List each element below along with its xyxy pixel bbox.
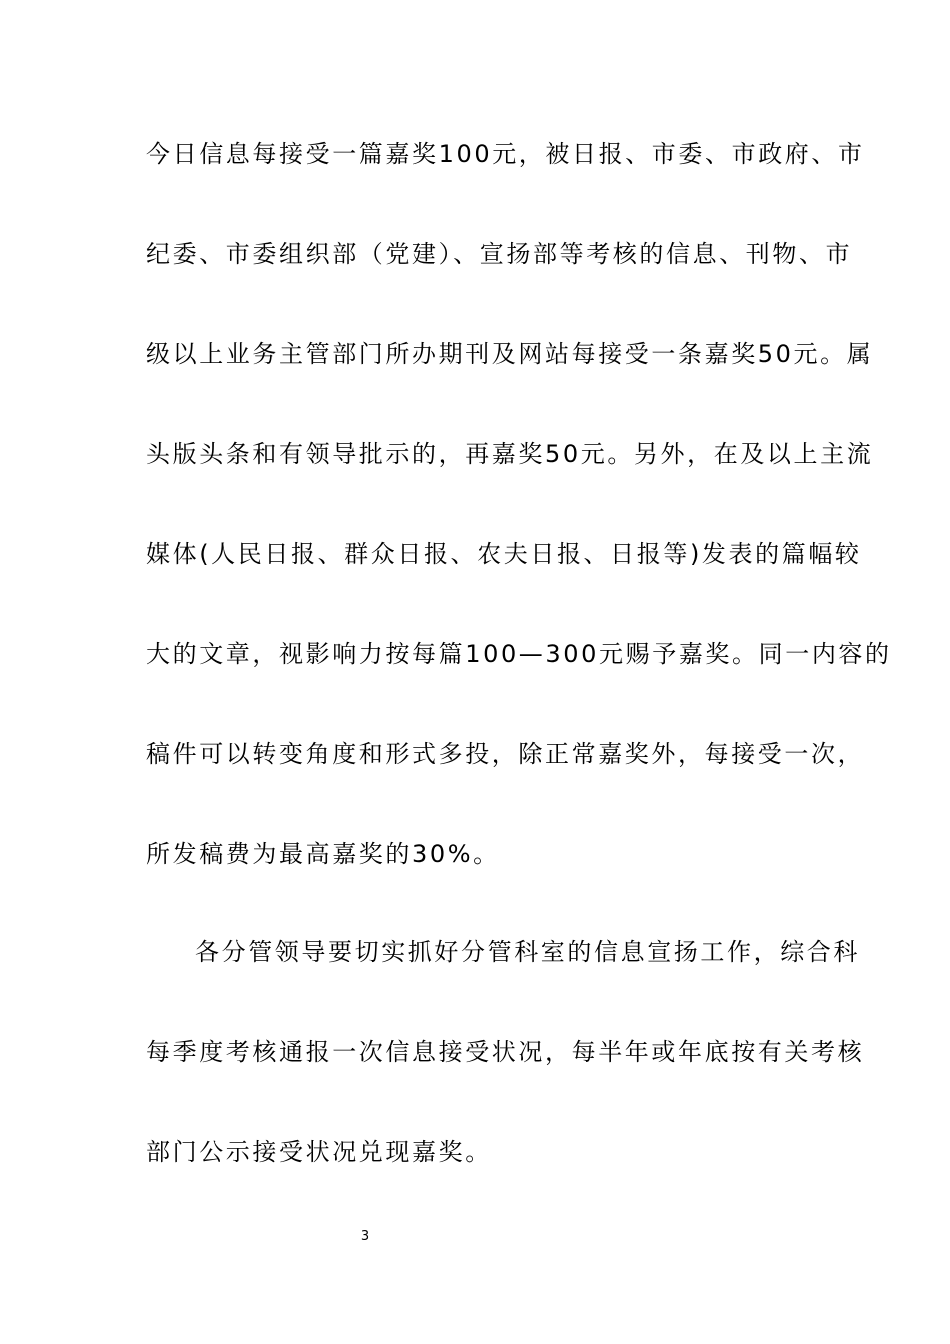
paragraph-1-line-1: 今日信息每接受一篇嘉奖100元，被日报、市委、市政府、市 <box>146 140 865 168</box>
paragraph-1-line-5: 媒体(人民日报、群众日报、农夫日报、日报等)发表的篇幅较 <box>146 540 862 568</box>
paragraph-1-line-6: 大的文章，视影响力按每篇100—300元赐予嘉奖。同一内容的 <box>146 640 892 668</box>
paragraph-2-line-2: 每季度考核通报一次信息接受状况，每半年或年底按有关考核 <box>146 1038 865 1066</box>
paragraph-1-line-4: 头版头条和有领导批示的，再嘉奖50元。另外，在及以上主流 <box>146 440 874 468</box>
paragraph-1-line-2: 纪委、市委组织部（党建）、宣扬部等考核的信息、刊物、市 <box>146 240 853 268</box>
paragraph-1-line-3: 级以上业务主管部门所办期刊及网站每接受一条嘉奖50元。属 <box>146 340 874 368</box>
paragraph-1-line-8: 所发稿费为最高嘉奖的30%。 <box>146 840 500 868</box>
page-number: 3 <box>360 1229 370 1244</box>
paragraph-1-line-7: 稿件可以转变角度和形式多投，除正常嘉奖外，每接受一次， <box>146 740 865 768</box>
paragraph-2-line-1: 各分管领导要切实抓好分管科室的信息宣扬工作，综合科 <box>195 938 860 966</box>
paragraph-2-line-3: 部门公示接受状况兑现嘉奖。 <box>146 1138 492 1166</box>
